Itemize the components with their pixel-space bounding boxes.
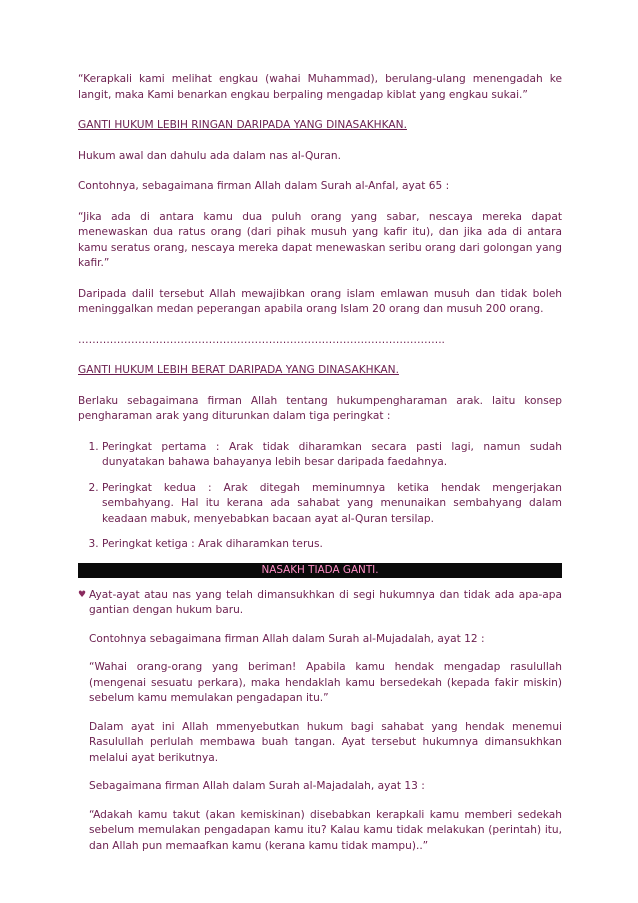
bullet-quote: “Wahai orang-orang yang beriman! Apabila kamu hendak mengadap rasulullah (mengenai sesuatu perkara), maka hendaklah kamu bersedekah (kepada fakir miskin) sebelum kamu memulakan pengadapan itu.”	[89, 661, 562, 704]
section-banner: NASAKH TIADA GANTI.	[78, 563, 562, 578]
bullet-paragraph: Contohnya sebagaimana firman Allah dalam Surah al-Mujadalah, ayat 12 :	[89, 632, 485, 645]
quote-paragraph: “Kerapkali kami melihat engkau (wahai Muhammad), berulang-ulang menengadah ke langit, maka Kami benarkan engkau berpaling mengadap kiblat yang engkau sukai.”	[78, 73, 562, 101]
bullet-block	[78, 588, 562, 855]
body-paragraph: Hukum awal dan dahulu ada dalam nas al-Quran.	[78, 149, 341, 162]
quote-paragraph: “Jika ada di antara kamu dua puluh orang yang sabar, nescaya mereka dapat menewaskan dua ratus orang (dari pihak musuh yang kafir itu), dan jika ada di antara kamu seratus orang, nescaya mereka dapat menewaskan seribu orang dari golongan yang kafir.”	[78, 210, 562, 269]
section-heading-lighter: GANTI HUKUM LEBIH RINGAN DARIPADA YANG DINASAKHKAN.	[78, 119, 407, 131]
bullet-paragraph: Dalam ayat ini Allah mmenyebutkan hukum bagi sahabat yang hendak menemui Rasulullah perlulah membawa buah tangan. Ayat tersebut hukumnya dimansukhkan melalui ayat berikutnya.	[89, 720, 562, 764]
list-item: 3. Peringkat ketiga : Arak diharamkan terus.	[102, 537, 562, 553]
section-heading-heavier: GANTI HUKUM LEBIH BERAT DARIPADA YANG DINASAKHKAN.	[78, 364, 399, 376]
bullet-paragraph: Ayat-ayat atau nas yang telah dimansukhkan di segi hukumnya dan tidak ada apa-apa gantian dengan hukum baru.	[89, 588, 562, 616]
list-item: 2. Peringkat kedua : Arak ditegah meminumnya ketika hendak mengerjakan sembahyang. Hal itu kerana ada sahabat yang menunaikan sembahyang dalam keadaan mabuk, menyebabkan bacaan ayat al-Quran tersilap.	[102, 481, 562, 528]
body-paragraph: Contohnya, sebagaimana firman Allah dalam Surah al-Anfal, ayat 65 :	[78, 180, 450, 192]
body-paragraph: Berlaku sebagaimana firman Allah tentang hukumpengharaman arak. laitu konsep pengharaman arak yang diturunkan dalam tiga peringkat :	[78, 394, 562, 422]
dotted-separator: …………………………………………………………………………………………..	[78, 333, 445, 346]
body-paragraph: Daripada dalil tersebut Allah mewajibkan orang islam emlawan musuh dan tidak boleh meninggalkan medan peperangan apabila orang Islam 20 orang dan musuh 200 orang.	[78, 287, 562, 315]
heart-icon: ♥	[78, 589, 87, 600]
bullet-quote: “Adakah kamu takut (akan kemiskinan) disebabkan kerapkali kamu memberi sedekah sebelum memulakan pengadapan kamu itu? Kalau kamu tidak melakukan (perintah) itu, dan Allah pun memaafkan kamu (kerana kamu tidak mampu)..”	[89, 808, 562, 852]
stages-list	[78, 440, 562, 553]
bullet-paragraph: Sebagaimana firman Allah dalam Surah al-Majadalah, ayat 13 :	[89, 780, 425, 792]
list-item: 1. Peringkat pertama : Arak tidak diharamkan secara pasti lagi, namun sudah dunyatakan bahawa bahayanya lebih besar daripada faedahnya.	[102, 440, 562, 471]
document-body	[78, 72, 562, 854]
